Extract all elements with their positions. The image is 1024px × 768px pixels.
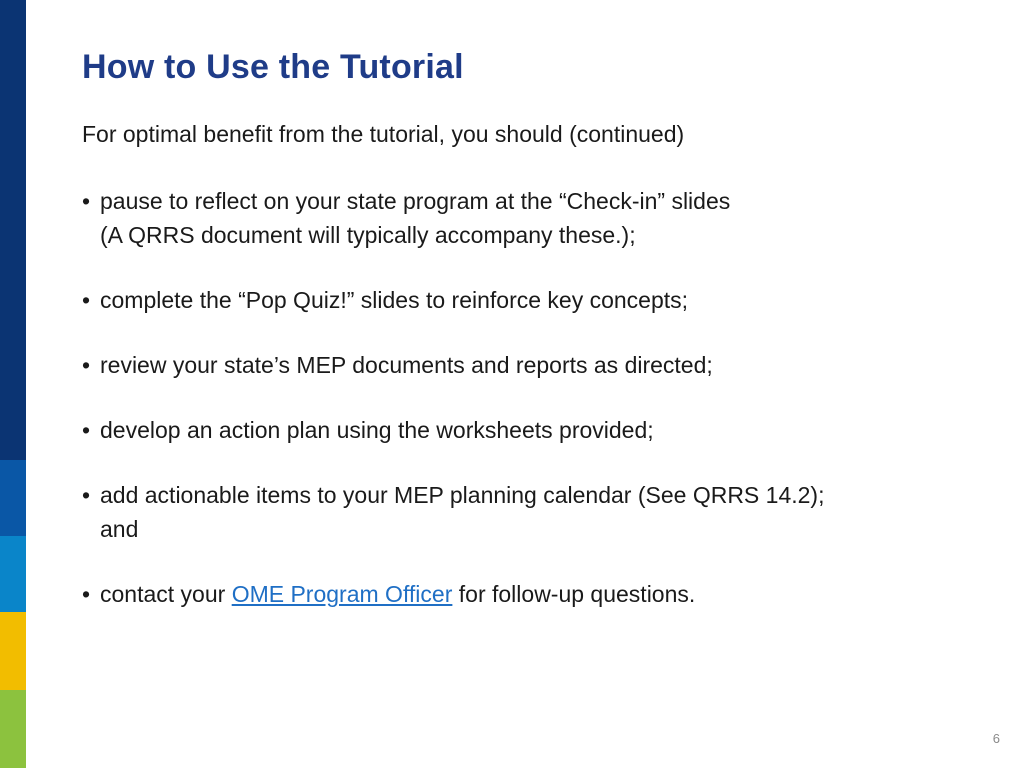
page-number: 6: [992, 731, 1000, 746]
bullet-text-prefix: contact your: [100, 581, 232, 607]
side-bar-segment-blue: [0, 460, 26, 536]
bullet-item-check-in: [82, 184, 962, 252]
side-bar-segment-light-blue: [0, 536, 26, 612]
bullet-text-continued: (A QRRS document will typically accompany these.);: [100, 222, 636, 248]
bullet-text-suffix: for follow-up questions.: [452, 581, 696, 607]
bullet-item-review-documents: [82, 348, 962, 382]
intro-text: For optimal benefit from the tutorial, you should (continued): [82, 121, 685, 147]
slide-title: How to Use the Tutorial: [82, 48, 464, 86]
bullet-item-action-plan: [82, 413, 962, 447]
bullet-dot: •: [82, 581, 91, 607]
bullet-text: [100, 577, 962, 611]
side-bar-segment-navy: [0, 0, 26, 460]
ome-program-officer-link[interactable]: OME Program Officer: [231, 581, 453, 607]
bullet-text: add actionable items to your MEP planning calendar (See QRRS 14.2);: [100, 482, 825, 508]
bullet-text: pause to reflect on your state program at the “Check-in” slides: [100, 188, 731, 214]
side-bar-segment-yellow: [0, 612, 26, 690]
bullet-list: [82, 184, 962, 642]
bullet-dot: •: [82, 482, 91, 508]
bullet-item-contact-officer: [82, 577, 962, 611]
bullet-text-continued: and: [100, 516, 139, 542]
bullet-dot: •: [82, 188, 91, 214]
bullet-item-pop-quiz: [82, 283, 962, 317]
bullet-dot: •: [82, 352, 91, 378]
bullet-text: develop an action plan using the worksheets provided;: [100, 417, 654, 443]
bullet-dot: •: [82, 287, 91, 313]
bullet-text: complete the “Pop Quiz!” slides to reinforce key concepts;: [100, 287, 689, 313]
bullet-text: review your state’s MEP documents and reports as directed;: [100, 352, 713, 378]
side-bar-segment-green: [0, 690, 26, 768]
bullet-dot: •: [82, 417, 91, 443]
side-color-bar: [0, 0, 26, 768]
bullet-item-planning-calendar: [82, 478, 962, 546]
